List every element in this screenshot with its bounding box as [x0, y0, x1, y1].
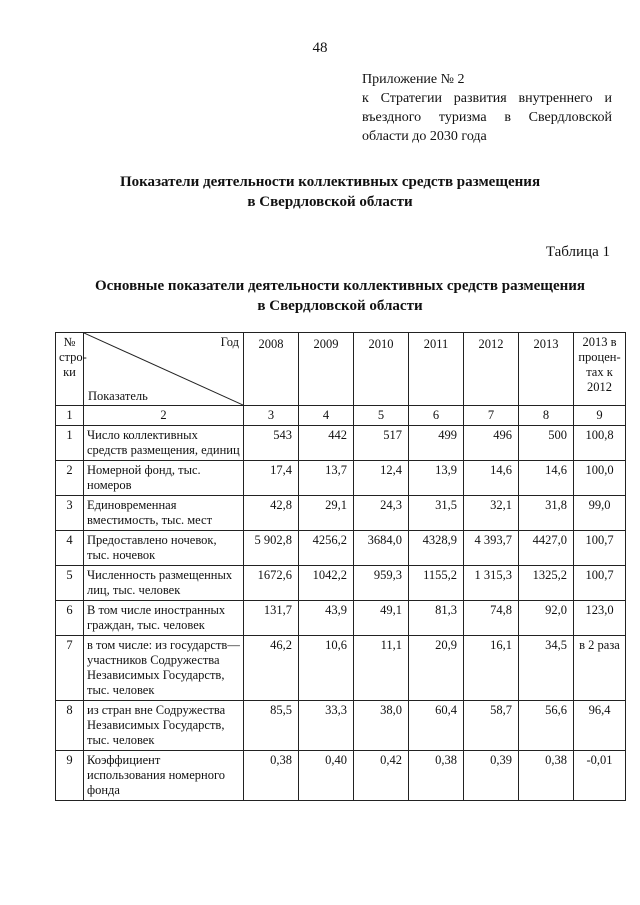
document-title [100, 172, 560, 212]
indicator-name-cell: Номерной фонд, тыс. номеров [84, 461, 244, 496]
index-cell: 1 [56, 406, 84, 426]
value-cell: 0,42 [354, 751, 409, 801]
index-cell: 3 [244, 406, 299, 426]
header-year-label: Год [220, 335, 239, 349]
value-cell: 0,38 [244, 751, 299, 801]
value-cell: 29,1 [299, 496, 354, 531]
table-row [56, 701, 626, 751]
value-cell: 74,8 [464, 601, 519, 636]
indicator-name-cell: В том числе иностранных граждан, тыс. человек [84, 601, 244, 636]
row-number-cell: 9 [56, 751, 84, 801]
index-cell: 9 [574, 406, 626, 426]
row-number-cell: 2 [56, 461, 84, 496]
header-row-number: № стро-ки [56, 333, 84, 406]
table-row [56, 531, 626, 566]
value-cell: 20,9 [409, 636, 464, 701]
value-cell: 14,6 [464, 461, 519, 496]
indicator-name-cell: Единовременная вместимость, тыс. мест [84, 496, 244, 531]
percent-cell: 123,0 [574, 601, 626, 636]
indicator-name-cell: Численность размещенных лиц, тыс. человек [84, 566, 244, 601]
value-cell: 92,0 [519, 601, 574, 636]
value-cell: 43,9 [299, 601, 354, 636]
value-cell: 442 [299, 426, 354, 461]
row-number-cell: 4 [56, 531, 84, 566]
value-cell: 4 393,7 [464, 531, 519, 566]
header-year: 2008 [244, 333, 299, 406]
value-cell: 131,7 [244, 601, 299, 636]
value-cell: 0,38 [409, 751, 464, 801]
appendix-line-4: области до 2030 года [362, 129, 487, 144]
row-number-cell: 1 [56, 426, 84, 461]
value-cell: 46,2 [244, 636, 299, 701]
value-cell: 13,9 [409, 461, 464, 496]
value-cell: 49,1 [354, 601, 409, 636]
row-number-cell: 8 [56, 701, 84, 751]
value-cell: 42,8 [244, 496, 299, 531]
value-cell: 0,40 [299, 751, 354, 801]
table-title-line-2: в Свердловской области [257, 298, 423, 314]
value-cell: 500 [519, 426, 574, 461]
table-row [56, 566, 626, 601]
indicator-name-cell: в том числе: из государств— участников Содружества Независимых Государств, тыс. человек [84, 636, 244, 701]
table-row [56, 601, 626, 636]
table-title [60, 276, 620, 316]
percent-cell: 100,7 [574, 531, 626, 566]
document-title-line-1: Показатели деятельности коллективных средств размещения [119, 174, 541, 190]
index-cell: 8 [519, 406, 574, 426]
value-cell: 1155,2 [409, 566, 464, 601]
indicator-name-cell: Число коллективных средств размещения, единиц [84, 426, 244, 461]
header-year: 2010 [354, 333, 409, 406]
document-title-line-2: в Свердловской области [247, 194, 413, 210]
percent-cell: 96,4 [574, 701, 626, 751]
header-year: 2013 [519, 333, 574, 406]
value-cell: 4256,2 [299, 531, 354, 566]
row-number-cell: 3 [56, 496, 84, 531]
table-header-row [56, 333, 626, 406]
page-number: 48 [312, 40, 328, 56]
percent-cell: в 2 раза [574, 636, 626, 701]
value-cell: 0,38 [519, 751, 574, 801]
value-cell: 1325,2 [519, 566, 574, 601]
appendix-line-3: въездного туризма в Свердловской [362, 110, 612, 125]
value-cell: 499 [409, 426, 464, 461]
value-cell: 12,4 [354, 461, 409, 496]
value-cell: 81,3 [409, 601, 464, 636]
value-cell: 38,0 [354, 701, 409, 751]
percent-cell: 100,0 [574, 461, 626, 496]
header-indicator-label: Показатель [88, 389, 148, 403]
header-corner-cell [84, 333, 244, 406]
value-cell: 959,3 [354, 566, 409, 601]
value-cell: 24,3 [354, 496, 409, 531]
index-cell: 6 [409, 406, 464, 426]
value-cell: 60,4 [409, 701, 464, 751]
indicator-name-cell: Предоставлено ночевок, тыс. ночевок [84, 531, 244, 566]
percent-cell: 100,7 [574, 566, 626, 601]
value-cell: 0,39 [464, 751, 519, 801]
value-cell: 1672,6 [244, 566, 299, 601]
value-cell: 496 [464, 426, 519, 461]
table-row [56, 426, 626, 461]
header-year: 2011 [409, 333, 464, 406]
value-cell: 4427,0 [519, 531, 574, 566]
indicator-name-cell: Коэффициент использования номерного фонда [84, 751, 244, 801]
value-cell: 10,6 [299, 636, 354, 701]
index-row [56, 406, 626, 426]
value-cell: 13,7 [299, 461, 354, 496]
value-cell: 32,1 [464, 496, 519, 531]
index-cell: 2 [84, 406, 244, 426]
table-row [56, 496, 626, 531]
value-cell: 11,1 [354, 636, 409, 701]
table-row [56, 636, 626, 701]
value-cell: 58,7 [464, 701, 519, 751]
value-cell: 34,5 [519, 636, 574, 701]
value-cell: 17,4 [244, 461, 299, 496]
percent-cell: 100,8 [574, 426, 626, 461]
value-cell: 5 902,8 [244, 531, 299, 566]
percent-cell: -0,01 [574, 751, 626, 801]
value-cell: 1042,2 [299, 566, 354, 601]
percent-cell: 99,0 [574, 496, 626, 531]
index-cell: 4 [299, 406, 354, 426]
row-number-cell: 7 [56, 636, 84, 701]
table-row [56, 751, 626, 801]
value-cell: 85,5 [244, 701, 299, 751]
table-title-line-1: Основные показатели деятельности коллективных средств размещения [94, 278, 586, 294]
row-number-cell: 5 [56, 566, 84, 601]
value-cell: 56,6 [519, 701, 574, 751]
row-number-cell: 6 [56, 601, 84, 636]
value-cell: 16,1 [464, 636, 519, 701]
header-year: 2012 [464, 333, 519, 406]
table-row [56, 461, 626, 496]
indicator-name-cell: из стран вне Содружества Независимых Государств, тыс. человек [84, 701, 244, 751]
value-cell: 1 315,3 [464, 566, 519, 601]
appendix-note [362, 70, 612, 146]
value-cell: 31,8 [519, 496, 574, 531]
value-cell: 517 [354, 426, 409, 461]
header-percent: 2013 в процен-тах к 2012 [574, 333, 626, 406]
indicators-table [55, 332, 626, 801]
table-label: Таблица 1 [545, 244, 610, 260]
appendix-line-2: к Стратегии развития внутреннего и [362, 91, 612, 106]
index-cell: 5 [354, 406, 409, 426]
value-cell: 543 [244, 426, 299, 461]
value-cell: 14,6 [519, 461, 574, 496]
value-cell: 31,5 [409, 496, 464, 531]
header-year: 2009 [299, 333, 354, 406]
value-cell: 33,3 [299, 701, 354, 751]
value-cell: 4328,9 [409, 531, 464, 566]
value-cell: 3684,0 [354, 531, 409, 566]
appendix-line-1: Приложение № 2 [362, 72, 465, 87]
index-cell: 7 [464, 406, 519, 426]
